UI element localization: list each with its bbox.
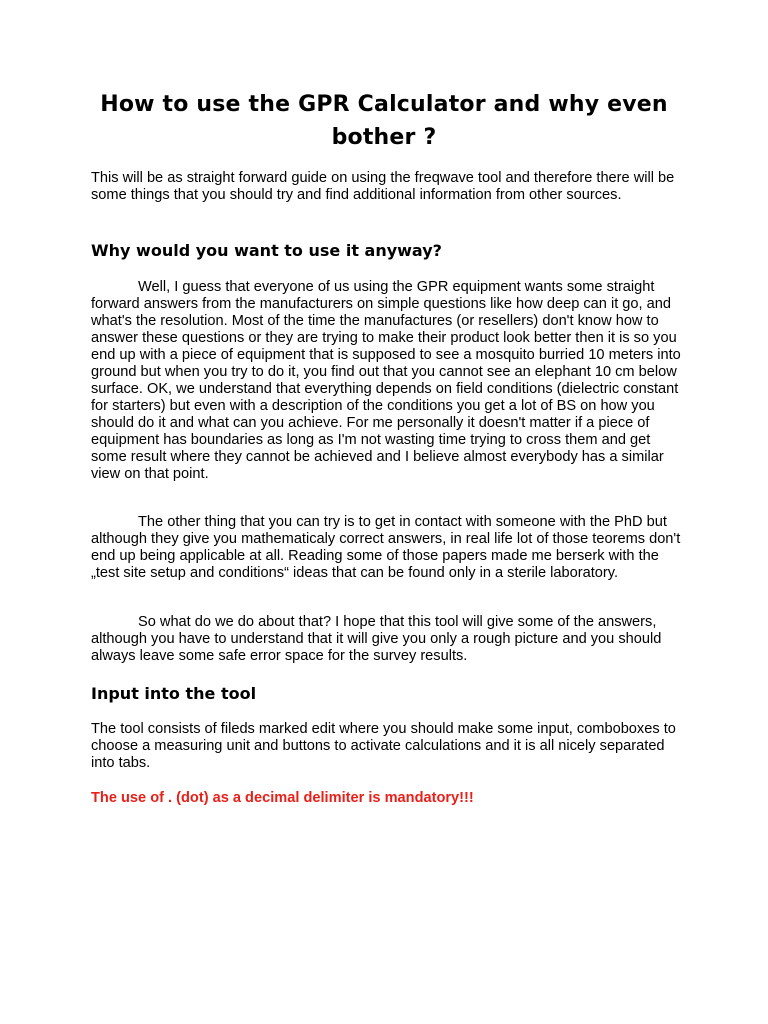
paragraph-equipment-answers: Well, I guess that everyone of us using the GPR equipment wants some straight forward answers from the manufacturers on simple questions like how deep can it go, and what's the resolution. Most of the time the manufactures (or resellers) don't know how to answer these questions or they are trying to make their product look better then it is so you end up with a piece of equipment that is supposed to see a mosquito burried 10 meters into ground but when you try to do it, you find out that you cannot see an elephant 10 cm below surface. OK, we understand that everything depends on field conditions (dielectric constant for starters) but even with a description of the conditions you get a lot of BS on how you should do it and what can you achieve. For me personally it doesn't matter if a piece of equipment has boundaries as long as I'm not wasting time trying to cross them and get some result where they cannot be achieved and I believe almost everybody has a similar view on that point. <box>91 279 681 482</box>
paragraph-tool-description: The tool consists of fileds marked edit where you should make some input, comboboxes to choose a measuring unit and buttons to activate calculations and it is all nicely separated into tabs. <box>91 721 676 771</box>
section-heading-input: Input into the tool <box>91 684 257 703</box>
page-title: How to use the GPR Calculator and why even bother ? <box>100 92 668 150</box>
paragraph-what-to-do: So what do we do about that? I hope that this tool will give some of the answers, although you have to understand that it will give you only a rough picture and you should always leave some safe error space for the survey results. <box>91 614 662 664</box>
intro-paragraph: This will be as straight forward guide on using the freqwave tool and therefore there will be some things that you should try and find additional information from other sources. <box>91 170 675 203</box>
paragraph-phd-contact: The other thing that you can try is to get in contact with someone with the PhD but although they give you mathematicaly correct answers, in real life lot of those teorems don't end up being applicable at all. Reading some of those papers made me berserk with the „test site setup and conditions“ ideas that can be found only in a sterile laboratory. <box>91 514 681 581</box>
section-heading-why: Why would you want to use it anyway? <box>91 241 442 260</box>
decimal-delimiter-warning: The use of . (dot) as a decimal delimiter is mandatory!!! <box>91 790 474 806</box>
